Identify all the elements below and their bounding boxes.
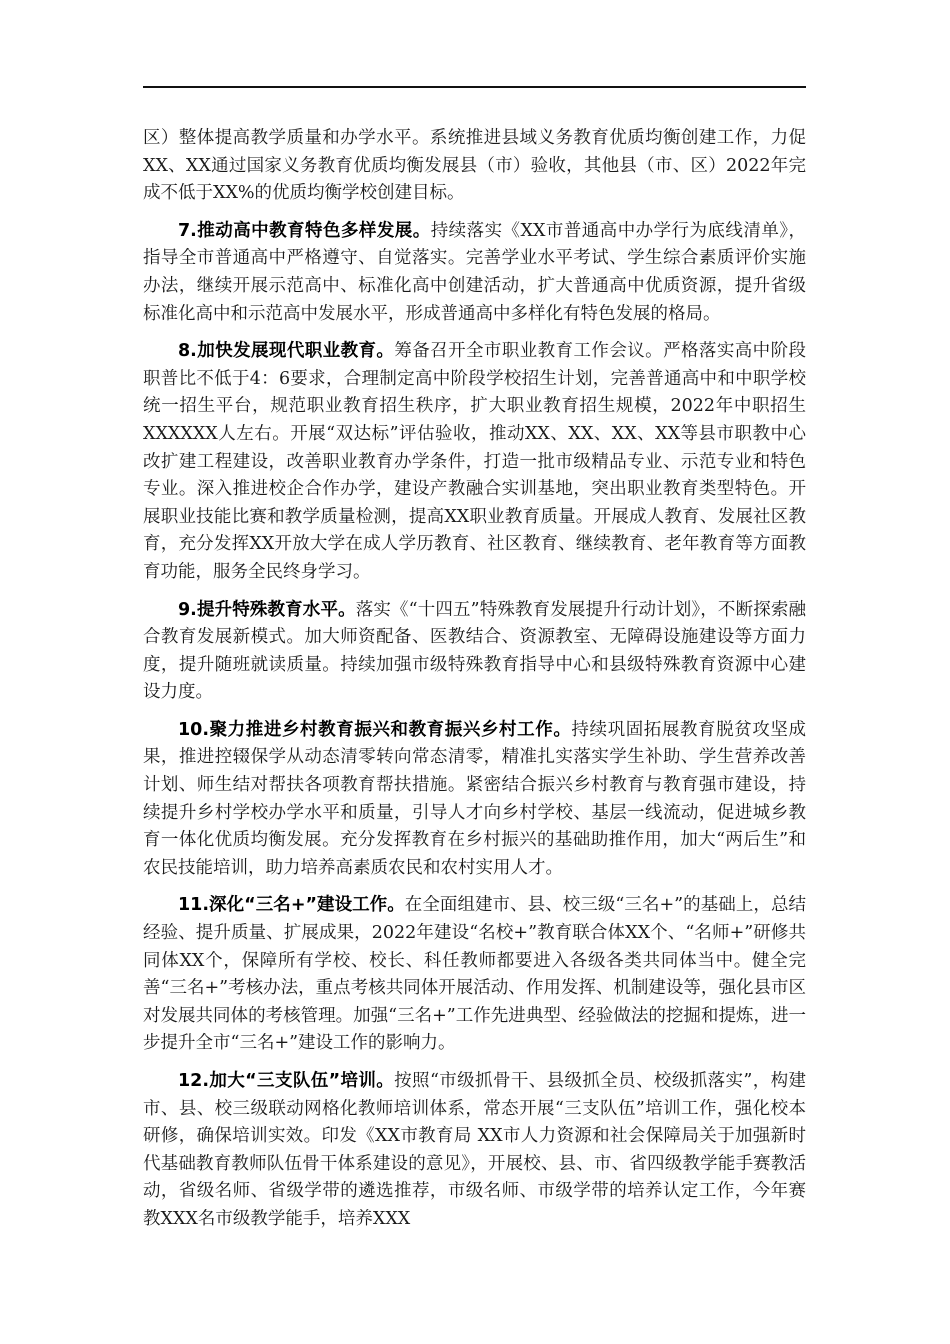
paragraph-9 bbox=[143, 597, 806, 707]
paragraph-body: 持续巩固拓展教育脱贫攻坚成果，推进控辍保学从动态清零转向常态清零，精准扎实落实学生补助、学生营养改善计划、师生结对帮扶各项教育帮扶措施。紧密结合振兴乡村教育与教育强市建设，持续提升乡村学校办学水平和质量，引导人才向乡村学校、基层一线流动，促进城乡教育一体化优质均衡发展。充分发挥教育在乡村振兴的基础助推作用，加大“两后生”和农民技能培训，助力培养高素质农民和农村实用人才。 bbox=[143, 719, 807, 878]
paragraph-body: 筹备召开全市职业教育工作会议。严格落实高中阶段职普比不低于4：6要求，合理制定高中阶段学校招生计划，完善普通高中和中职学校统一招生平台，规范职业教育招生秩序，扩大职业教育招生规模，2022年中职招生XXXXXX人左右。开展“双达标”评估验收，推动XX、XX、XX、XX等县市职教中心改扩建工程建设，改善职业教育办学条件，打造一批市级精品专业、示范专业和特色专业。深入推进校企合作办学，建设产教融合实训基地，突出职业教育类型特色。开展职业技能比赛和教学质量检测，提高XX职业教育质量。开展成人教育、发展社区教育，充分发挥XX开放大学在成人学历教育、社区教育、继续教育、老年教育等方面教育功能，服务全民终身学习。 bbox=[143, 341, 806, 582]
paragraph-body: 持续落实《XX市普通高中办学行为底线清单》，指导全市普通高中严格遵守、自觉落实。完善学业水平考试、学生综合素质评价实施办法，继续开展示范高中、标准化高中创建活动，扩大普通高中优质资源，提升省级标准化高中和示范高中发展水平，形成普通高中多样化有特色发展的格局。 bbox=[143, 220, 807, 324]
paragraph-8 bbox=[143, 338, 806, 586]
paragraph-10 bbox=[143, 717, 806, 883]
paragraph-11 bbox=[143, 892, 806, 1058]
paragraph-body: 落实《“十四五”特殊教育发展提升行动计划》，不断探索融合教育发展新模式。加大师资配备、医教结合、资源教室、无障碍设施建设等方面力度，提升随班就读质量。持续加强市级特殊教育指导中心和县级特殊教育资源中心建设力度。 bbox=[143, 599, 806, 703]
paragraph-12 bbox=[143, 1068, 806, 1234]
paragraph-body: 按照“市级抓骨干、县级抓全员、校级抓落实”，构建市、县、校三级联动网格化教师培训体系，常态开展“三支队伍”培训工作，强化校本研修，确保培训实效。印发《XX市教育局 XX市人力资源和社会保障局关于加强新时代基础教育教师队伍骨干体系建设的意见》，开展校、县、市、省四级教学能手赛教活动，省级名师、省级学带的遴选推荐，市级名师、市级学带的培养认定工作，今年赛教XXX名市级教学能手，培养XXX bbox=[143, 1071, 806, 1229]
header-rule bbox=[143, 86, 806, 88]
paragraph-continuation bbox=[143, 125, 806, 208]
paragraph-heading: 12.加大“三支队伍”培训。 bbox=[178, 1071, 395, 1091]
document-body bbox=[143, 125, 806, 1244]
paragraph-heading: 9.提升特殊教育水平。 bbox=[178, 599, 356, 620]
paragraph-body: 区）整体提高教学质量和办学水平。系统推进县域义务教育优质均衡创建工作，力促XX、XX通过国家义务教育优质均衡发展县（市）验收，其他县（市、区）2022年完成不低于XX%的优质均衡学校创建目标。 bbox=[143, 128, 806, 204]
paragraph-heading: 10.聚力推进乡村教育振兴和教育振兴乡村工作。 bbox=[178, 719, 572, 740]
paragraph-heading: 7.推动高中教育特色多样发展。 bbox=[178, 220, 431, 241]
paragraph-heading: 8.加快发展现代职业教育。 bbox=[178, 341, 395, 362]
paragraph-body: 在全面组建市、县、校三级“三名+”的基础上，总结经验、提升质量、扩展成果，2022年建设“名校+”教育联合体XX个、“名师+”研修共同体XX个，保障所有学校、校长、科任教师都要进入各级各类共同体当中。健全完善“三名+”考核办法，重点考核共同体开展活动、作用发挥、机制建设等，强化县市区对发展共同体的考核管理。加强“三名+”工作先进典型、经验做法的挖掘和提炼，进一步提升全市“三名+”建设工作的影响力。 bbox=[143, 895, 806, 1054]
paragraph-7 bbox=[143, 218, 806, 328]
paragraph-heading: 11.深化“三名+”建设工作。 bbox=[178, 895, 405, 916]
